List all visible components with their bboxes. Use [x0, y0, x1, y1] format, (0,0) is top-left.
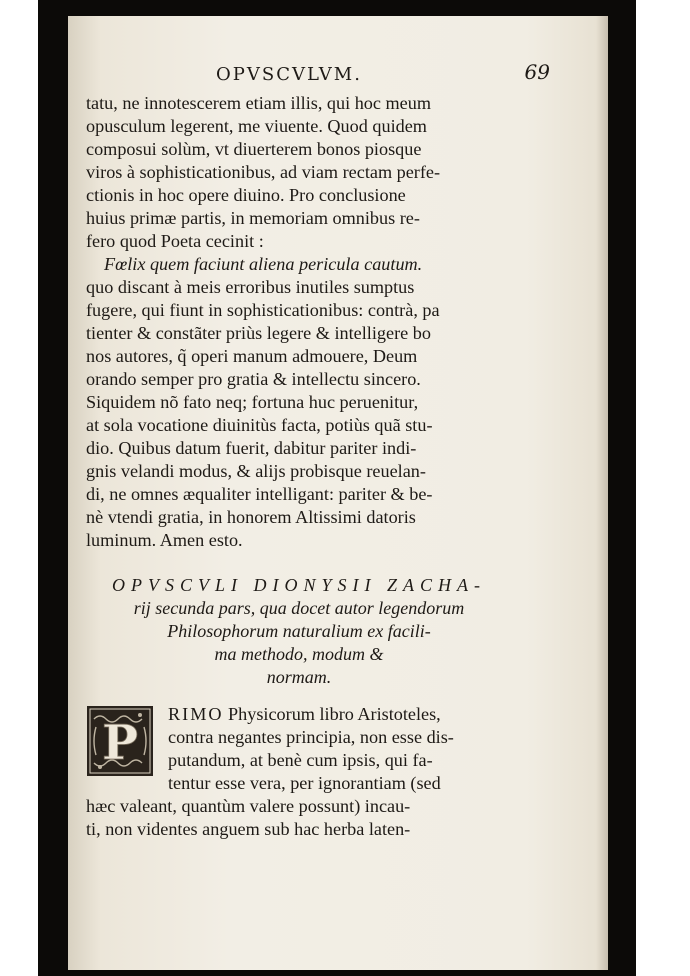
- text-line: ctionis in hoc opere diuino. Pro conclusione: [86, 185, 406, 205]
- initial-letter: P: [101, 715, 139, 771]
- smallcaps-word: RIMO: [168, 704, 224, 724]
- text-line: tentur esse vera, per ignorantiam (sed: [168, 773, 441, 793]
- part-two-paragraph: [86, 703, 512, 841]
- book-page: [68, 16, 608, 970]
- text-line: luminum. Amen esto.: [86, 530, 243, 550]
- heading-line: ma methodo, modum &: [214, 644, 384, 664]
- text-line: nos autores, q̃ operi manum admouere, Deum: [86, 346, 418, 366]
- heading-line: normam.: [266, 667, 332, 687]
- text-line: quo discant à meis erroribus inutiles sumptus: [86, 277, 415, 297]
- text-line: Siquidem nõ fato neq; fortuna huc peruenitur,: [86, 392, 419, 412]
- running-title: OPVSCVLVM.: [216, 64, 362, 85]
- text-line: nè vtendi gratia, in honorem Altissimi datoris: [86, 507, 416, 527]
- text-line: di, ne omnes æqualiter intelligant: pariter & be-: [86, 484, 433, 504]
- text-line: tatu, ne innotescerem etiam illis, qui hoc meum: [86, 93, 431, 113]
- text-line: hæc valeant, quantùm valere possunt) incau-: [86, 796, 411, 816]
- page-number: 69: [524, 60, 550, 84]
- text-line: huius primæ partis, in memoriam omnibus re-: [86, 208, 420, 228]
- heading-line: Philosophorum naturalium ex facili-: [167, 621, 431, 641]
- heading-caps-line: OPVSCVLI DIONYSII ZACHA-: [112, 575, 486, 595]
- verse-quotation: Fœlix quem faciunt aliena pericula cautum.: [104, 254, 423, 274]
- first-line-rest: Physicorum libro Aristoteles,: [223, 704, 441, 724]
- text-line: tienter & constãter priùs legere & intelligere bo: [86, 323, 431, 343]
- text-line: dio. Quibus datum fuerit, dabitur pariter indi-: [86, 438, 417, 458]
- heading-line: rij secunda pars, qua docet autor legendorum: [133, 598, 465, 618]
- text-line: viros à sophisticationibus, ad viam rectam perfe-: [86, 162, 441, 182]
- section-heading: [86, 574, 512, 689]
- page-edge-shadow: [596, 16, 608, 970]
- text-line: putandum, at benè cum ipsis, qui fa-: [168, 750, 433, 770]
- text-line: gnis velandi modus, & alijs probisque reuelan-: [86, 461, 426, 481]
- text-line: at sola vocatione diuinitùs facta, potiùs quã stu-: [86, 415, 433, 435]
- text-line: fero quod Poeta cecinit :: [86, 231, 264, 251]
- text-line: orando semper pro gratia & intellectu sincero.: [86, 369, 421, 389]
- text-line: fugere, qui fiunt in sophisticationibus: contrà, pa: [86, 300, 440, 320]
- text-line: composui solùm, vt diuerterem bonos piosque: [86, 139, 422, 159]
- text-block: [86, 92, 512, 841]
- text-line: opusculum legerent, me viuente. Quod quidem: [86, 116, 427, 136]
- decorated-initial-p: [86, 705, 154, 777]
- part-one-paragraph: [86, 92, 512, 552]
- text-line: ti, non videntes anguem sub hac herba laten-: [86, 819, 411, 839]
- text-line: contra negantes principia, non esse dis-: [168, 727, 454, 747]
